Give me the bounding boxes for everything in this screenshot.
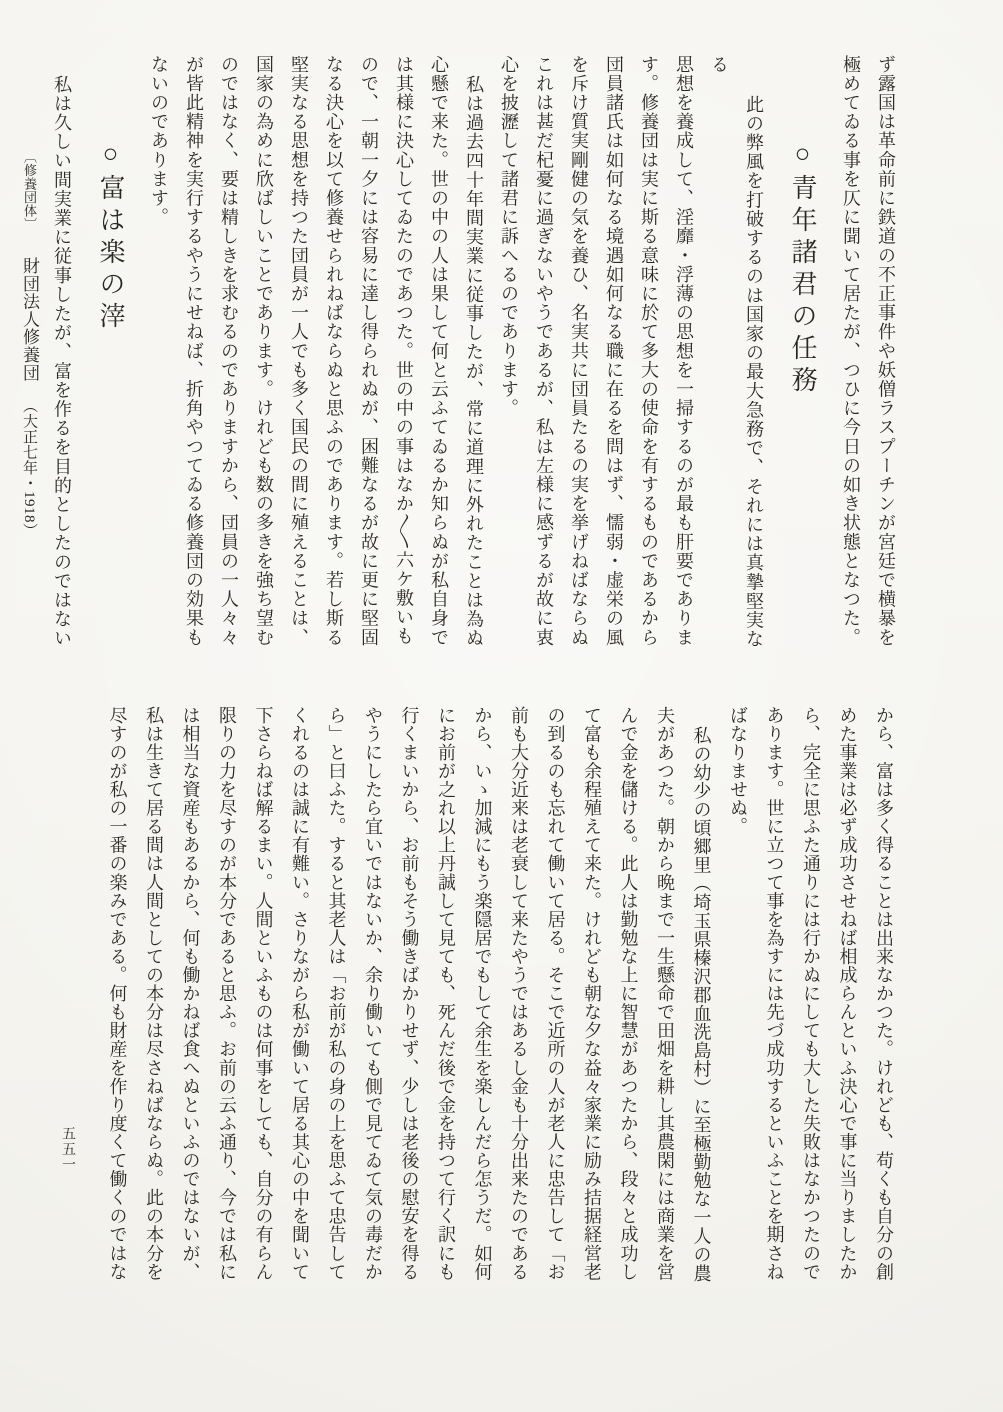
text-column: 私の幼少の頃郷里（埼玉県榛沢郡血洗島村）に至極勤勉な一人の農 [691, 726, 712, 1283]
text-column: から、富は多く得ることは出来なかつた。けれども、苟くも自分の創 [874, 706, 894, 1282]
text-column: 尽すのが私の一番の楽みである。何も財産を作り度くて働くのではな [107, 706, 128, 1282]
text-column: 私は過去四十年間実業に従事したが、常に道理に外れたことは為ぬ [464, 75, 484, 648]
text-column: 此の弊風を打破するのは国家の最大急務で、それには真摯堅実なる [709, 55, 764, 649]
text-column: 下さらねば解るまい。人間といふものは何事をしても、自分の有らん [253, 706, 274, 1282]
lower-text-block [99, 706, 902, 1286]
section-heading: ○青年諸君の任務 [788, 139, 817, 398]
text-column: は相当な資産もあるから、何も働かねば食へぬといふのではないが、 [180, 706, 201, 1282]
text-column: くれるのは誠に有難い。さりながら私が働いて居る其心の中を聞いて [290, 706, 310, 1282]
text-column: のではなく、要は精しきを求むるのでありますから、団員の一人々々 [219, 55, 239, 648]
text-column: 国家の為めに欣ばしいことであります。けれども数の多きを強ち望む [254, 55, 274, 648]
text-column: 限りの力を尽すのが本分であると思ふ。お前の云ふ通り、今では私に [217, 706, 237, 1282]
attribution-category: 〔修養団体〕 [22, 150, 37, 231]
text-column: 堅実なる思想を持つた団員が一人でも多く国民の間に殖えることは、 [289, 55, 309, 648]
section-heading: ○富は楽の滓 [96, 139, 125, 334]
text-column: 前も大分近来は老衰して来たやうではあるし金も十分出来たのである [509, 706, 529, 1282]
text-column: 極めてゐる事を仄に聞いて居たが、つひに今日の如き状態となつた。 [841, 55, 861, 648]
text-column: が皆此精神を実行するやうにせねば、折角やつてゐる修養団の効果も [184, 55, 204, 648]
text-column: ないのであります。 [149, 55, 169, 227]
text-column: 私は生きて居る間は人間としての本分は尽さねばならぬ。此の本分を [144, 706, 164, 1282]
text-column: ばなりませぬ。 [728, 706, 748, 836]
text-column: ら、完全に思ふた通りには行かぬにしても大した失敗はなかつたので [801, 706, 821, 1282]
text-column: 心懸で来た。世の中の人は果して何と云ふてゐるか知らぬが私自身で [429, 55, 449, 648]
text-column: 行くまいから、お前もそう働きばかりせず、少しは老後の慰安を得る [399, 706, 420, 1282]
text-column: 私は久しい間実業に従事したが、富を作るを目的としたのではない [52, 75, 72, 648]
page-number: 五五一 [60, 1126, 75, 1173]
text-column: は其様に決心してゐたのであつた。世の中の事はなか〱六ケ敷いも [394, 55, 414, 646]
text-column: これは甚だ杞憂に過ぎないやうであるが、私は左様に感ずるが故に衷 [534, 55, 554, 648]
text-column: んで金を儲ける。此人は勤勉な上に智慧があつたから、段々と成功し [618, 706, 639, 1282]
text-column: 心を披瀝して諸君に訴へるのであります。 [499, 55, 519, 418]
text-column: あります。世に立つて事を為すには先づ成功するといふことを期さね [764, 706, 785, 1282]
text-column: なる決心を以て修養せられねばならぬと思ふのであります。若し斯る [324, 55, 344, 648]
attribution-date: （大正七年・1918） [21, 397, 37, 539]
text-column: す。修養団は実に斯る意味に於て多大の使命を有するものであるから [639, 55, 659, 648]
text-column: 思想を養成して、淫靡・浮薄の思想を一掃するのが最も肝要でありま [674, 55, 694, 648]
text-column: めた事業は必ず成功させねば相成らんといふ決心で事に当りましたか [837, 706, 858, 1282]
text-column: 夫があつた。朝から晩まで一生懸命で田畑を耕し其農閑には商業を営 [655, 706, 675, 1282]
text-column: にお前が之れ以上丹誠して見ても、死んだ後で金を持つて行く訳にも [436, 706, 456, 1282]
text-column: やうにしたら宜いではないか、余り働いても側で見てゐて気の毒だか [363, 706, 383, 1282]
text-column: て富も余程殖えて来た。けれども朝な夕な益々家業に励み拮据経営老 [582, 706, 602, 1282]
text-column: を斥け質実剛健の気を養ひ、名実共に団員たるの実を挙げねばならぬ [569, 55, 589, 648]
upper-text-block [14, 55, 903, 659]
attribution-line [14, 55, 44, 659]
text-column: 団員諸氏は如何なる境遇如何なる職に在るを問はず、懦弱・虚栄の風 [604, 55, 624, 648]
text-column: ず露国は革命前に鉄道の不正事件や妖僧ラスプーチンが宮廷で横暴を [876, 55, 896, 648]
attribution-organization: 財団法人修養団 [20, 257, 39, 382]
text-column: から、いゝ加減にもう楽隠居でもして余生を楽しんだら怎うだ。如何 [472, 706, 493, 1282]
text-column: ら」と曰ふた。すると其老人は「お前が私の身の上を思ふて忠告して [326, 706, 347, 1282]
text-column: ので、一朝一夕には容易に達し得られぬが、困難なるが故に更に堅固 [359, 55, 379, 648]
text-column: の到るのも忘れて働いて居る。そこで近所の人が老人に忠告して「お [545, 706, 566, 1282]
